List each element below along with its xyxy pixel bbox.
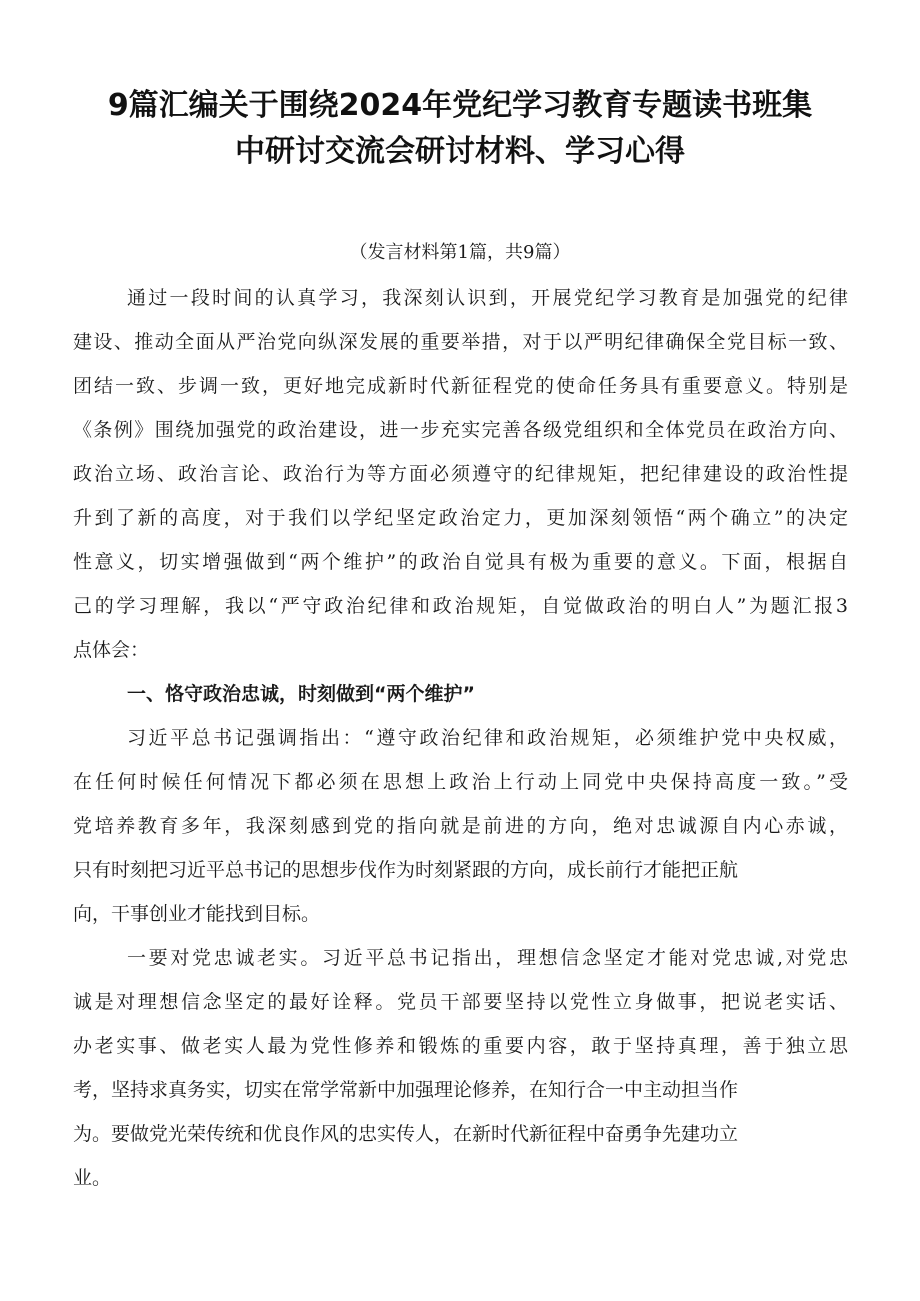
paragraph-1-line: 政治立场、政治言论、政治行为等方面必须遵守的纪律规矩，把纪律建设的政治性提 [73,463,848,485]
paragraph-1-line: 团结一致、步调一致，更好地完成新时代新征程党的使命任务具有重要意义。特别是 [73,375,848,397]
section-heading-1: 一、恪守政治忠诚，时刻做到“两个维护” [127,683,475,705]
paragraph-2-line: 向，干事创业才能找到目标。 [73,903,321,925]
paragraph-2-line: 党培养教育多年，我深刻感到党的指向就是前进的方向，绝对忠诚源自内心赤诚， [73,815,848,837]
paragraph-1-line: 点体会： [73,639,150,661]
document-subtitle: （发言材料第1篇，共9篇） [349,242,571,263]
document-title-line-1: 9篇汇编关于围绕2024年党纪学习教育专题读书班集 [107,88,813,123]
paragraph-3-line: 办老实事、做老实人最为党性修养和锻炼的重要内容，敢于坚持真理，善于独立思 [73,1035,848,1057]
paragraph-1-line: 通过一段时间的认真学习，我深刻认识到，开展党纪学习教育是加强党的纪律 [127,287,848,309]
paragraph-1-line: 性意义，切实增强做到“两个维护”的政治自觉具有极为重要的意义。下面，根据自 [73,551,848,573]
paragraph-3-line: 为。要做党光荣传统和优良作风的忠实传人，在新时代新征程中奋勇争先建功立 [73,1123,739,1145]
paragraph-3-line: 一要对党忠诚老实。习近平总书记指出，理想信念坚定才能对党忠诚,对党忠 [127,947,848,969]
paragraph-3-line: 考，坚持求真务实，切实在常学常新中加强理论修养，在知行合一中主动担当作 [73,1079,739,1101]
paragraph-2-line: 在任何时候任何情况下都必须在思想上政治上行动上同党中央保持高度一致。”受 [73,771,848,793]
paragraph-1-line: 《条例》围绕加强党的政治建设，进一步充实完善各级党组织和全体党员在政治方向、 [73,419,848,441]
paragraph-3-line: 业。 [73,1167,112,1189]
paragraph-2-line: 只有时刻把习近平总书记的思想步伐作为时刻紧跟的方向，成长前行才能把正航 [73,859,739,881]
paragraph-1-line: 己的学习理解，我以“严守政治纪律和政治规矩，自觉做政治的明白人”为题汇报3 [73,595,848,617]
paragraph-3-line: 诚是对理想信念坚定的最好诠释。党员干部要坚持以党性立身做事，把说老实话、 [73,991,848,1013]
paragraph-2-line: 习近平总书记强调指出：“遵守政治纪律和政治规矩，必须维护党中央权威， [127,727,848,749]
paragraph-1-line: 建设、推动全面从严治党向纵深发展的重要举措，对于以严明纪律确保全党目标一致、 [73,331,848,353]
paragraph-1-line: 升到了新的高度，对于我们以学纪坚定政治定力，更加深刻领悟“两个确立”的决定 [73,507,848,529]
document-title-line-2: 中研讨交流会研讨材料、学习心得 [235,134,685,169]
